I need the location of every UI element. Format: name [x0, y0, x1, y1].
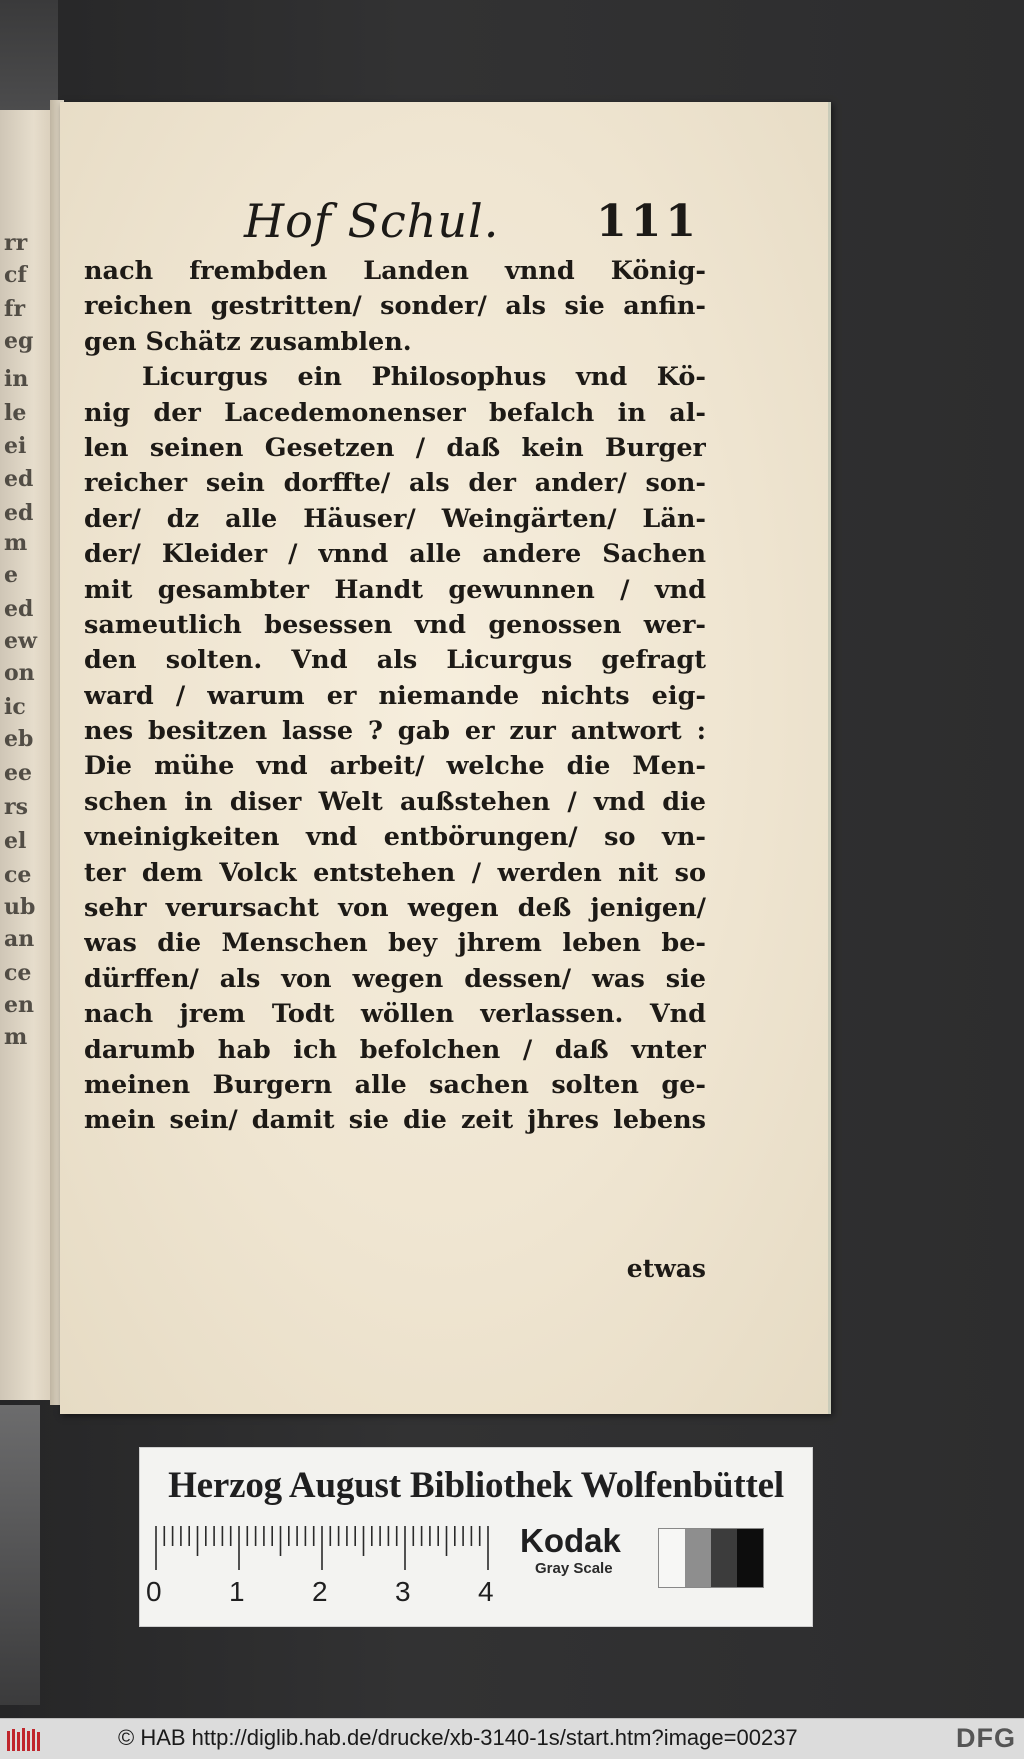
text-line: reicher sein dorffte/ als der ander/ son-	[84, 468, 706, 499]
text-line: nach jrem Todt wöllen verlassen. Vnd	[84, 999, 706, 1030]
library-scale-label	[139, 1447, 813, 1627]
text-line: der/ dz alle Häuser/ Weingärten/ Län-	[84, 503, 706, 534]
text-line: mit gesambter Handt gewunnen / vnd	[84, 574, 706, 605]
ruler-number: 4	[478, 1576, 494, 1607]
text-line: sameutlich besessen vnd genossen wer-	[84, 609, 706, 640]
gray-patch	[659, 1529, 685, 1587]
text-line: was die Menschen bey jhrem leben be-	[84, 928, 706, 959]
library-name: Herzog August Bibliothek Wolfenbüttel	[168, 1465, 784, 1506]
dfg-logo: DFG	[956, 1723, 1016, 1753]
ruler-number: 0	[146, 1576, 162, 1607]
gray-patch	[737, 1529, 763, 1587]
text-line: ward / warum er niemande nichts eig-	[84, 680, 706, 711]
text-line: Die mühe vnd arbeit/ welche die Men-	[84, 751, 706, 782]
text-line: reichen gestritten/ sonder/ als sie anfin-	[84, 291, 706, 322]
ruler-number: 1	[229, 1576, 245, 1607]
previous-page-edge: rr cf fr eg in le ei ed ed m e ed ew on ic eb ee rs el ce ub an ce en m	[0, 110, 56, 1400]
text-line: dürffen/ als von wegen dessen/ was sie	[84, 963, 706, 994]
left-strip-top	[0, 0, 58, 110]
catchword: etwas	[626, 1254, 706, 1283]
text-line: meinen Burgern alle sachen solten ge-	[84, 1069, 706, 1100]
text-line: den solten. Vnd als Licurgus gefragt	[84, 645, 706, 676]
text-line: gen Schätz zusamblen.	[84, 326, 412, 357]
running-head	[72, 194, 712, 254]
ruler-number: 3	[395, 1576, 411, 1607]
text-line: nach frembden Landen vnnd König-	[84, 256, 706, 286]
kodak-logo-text: Kodak	[520, 1522, 621, 1559]
gray-patch	[685, 1529, 711, 1587]
cm-ruler	[154, 1524, 494, 1574]
text-line: der/ Kleider / vnnd alle andere Sachen	[84, 539, 706, 570]
ruler-ticks	[154, 1524, 494, 1574]
text-line: nig der Lacedemonenser befalch in al-	[84, 397, 706, 428]
hab-logo-icon	[6, 1727, 44, 1753]
gray-patch	[711, 1529, 737, 1587]
running-head-title: Hof Schul.	[244, 194, 500, 248]
text-line: darumb hab ich befolchen / daß vnter	[84, 1034, 706, 1065]
text-line: len seinen Gesetzen / daß kein Burger	[84, 432, 706, 463]
text-line: schen in diser Welt außstehen / vnd die	[84, 786, 706, 817]
text-line: mein sein/ damit sie die zeit jhres lebens	[84, 1105, 706, 1136]
ruler-number: 2	[312, 1576, 328, 1607]
footer-bar	[0, 1718, 1024, 1759]
book-page	[60, 102, 831, 1414]
page-text-block	[72, 102, 712, 1414]
text-line: nes besitzen lasse ? gab er zur antwort :	[84, 716, 706, 747]
gray-scale-patches	[658, 1528, 764, 1588]
left-strip-bottom	[0, 1405, 40, 1705]
text-line: Licurgus ein Philosophus vnd Kö-	[142, 362, 706, 393]
text-line: ter dem Volck entstehen / werden nit so	[84, 857, 706, 888]
body-text	[84, 254, 706, 1283]
footer-credit-link[interactable]: © HAB http://diglib.hab.de/drucke/xb-3140-1s/start.htm?image=00237	[118, 1725, 798, 1750]
text-line: sehr verursacht von wegen deß jenigen/	[84, 893, 706, 924]
kodak-subtitle: Gray Scale	[535, 1560, 613, 1577]
text-line: vneinigkeiten vnd entbörungen/ so vn-	[84, 822, 706, 853]
folio-number: 111	[596, 196, 700, 247]
